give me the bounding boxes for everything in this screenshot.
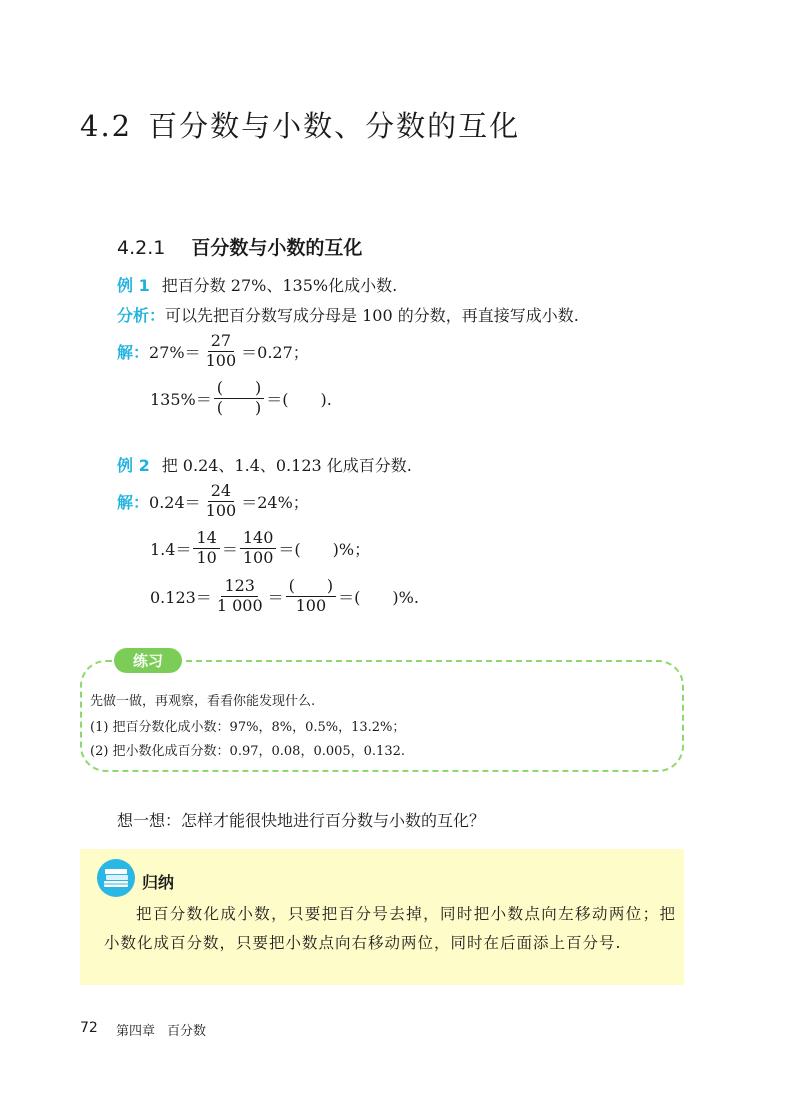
example2-line1-lhs: 0.24＝	[149, 492, 201, 512]
chapter-number: 第四章	[116, 1024, 156, 1039]
example1-line2-rhs: ＝( ).	[266, 389, 332, 409]
practice-item-1: (1) 把百分数化成小数：97%，8%，0.5%，13.2%；	[90, 720, 406, 735]
subsection-title: 百分数与小数的互化	[191, 237, 363, 259]
fraction-denominator-blank: ( )	[216, 397, 262, 417]
fraction-numerator: 27	[208, 333, 234, 352]
fraction-denominator: 100	[242, 547, 274, 567]
subsection-heading	[117, 233, 362, 260]
footer-chapter	[116, 1020, 206, 1039]
example2-problem: 把 0.24、1.4、0.123 化成百分数.	[161, 456, 412, 475]
example2-problem-line	[117, 453, 412, 476]
example2-line1-rhs: ＝24%；	[241, 492, 309, 512]
example2-solution-line1	[117, 483, 309, 520]
fraction-numerator-blank: ( )	[214, 380, 265, 399]
fraction-numerator: 123	[221, 578, 258, 597]
example1-line1-lhs: 27%＝	[149, 342, 201, 362]
example1-analysis-label: 分析：	[117, 306, 166, 325]
example2-solution-label: 解：	[117, 492, 150, 512]
example1-solution-label: 解：	[117, 342, 150, 362]
example2-line2-rhs: ＝( )%；	[278, 539, 371, 559]
fraction-numerator: 140	[240, 530, 277, 549]
example2-line2-lhs: 1.4＝	[150, 539, 192, 559]
fraction-denominator: 100	[295, 595, 327, 615]
fraction-numerator: 24	[208, 483, 234, 502]
example2-line3-rhs: ＝( )%.	[338, 587, 419, 607]
fraction	[203, 333, 240, 370]
summary-title: 归纳	[142, 873, 175, 892]
page-number: 72	[80, 1020, 98, 1036]
example1-solution-line1	[117, 333, 309, 370]
fraction-numerator: 14	[193, 530, 219, 549]
example2-solution-line3	[150, 578, 419, 615]
fraction-denominator: 100	[205, 350, 237, 370]
example1-problem: 把百分数 27%、135%化成小数.	[161, 276, 398, 295]
example2-label: 例 2	[117, 456, 150, 475]
example1-solution-line2	[150, 380, 332, 417]
practice-intro: 先做一做，再观察，看看你能发现什么.	[90, 694, 316, 709]
fraction-blank	[286, 578, 337, 615]
fraction-denominator: 100	[205, 500, 237, 520]
example1-line1-rhs: ＝0.27；	[241, 342, 309, 362]
equals-sign: ＝	[267, 587, 284, 607]
subsection-number: 4.2.1	[117, 237, 166, 259]
equals-sign: ＝	[221, 539, 238, 559]
book-stack-icon	[96, 858, 136, 898]
example2-line3-lhs: 0.123＝	[150, 587, 212, 607]
fraction-blank	[214, 380, 265, 417]
example1-analysis-line	[117, 303, 579, 326]
practice-tag: 练习	[114, 648, 182, 673]
section-title: 百分数与小数、分数的互化	[148, 109, 521, 143]
example1-analysis: 可以先把百分数写成分母是 100 的分数，再直接写成小数.	[165, 306, 579, 325]
section-number: 4.2	[80, 109, 133, 143]
section-heading	[80, 104, 520, 145]
example1-problem-line	[117, 273, 397, 296]
fraction-denominator: 1 000	[216, 595, 263, 615]
example2-solution-line2	[150, 530, 370, 567]
fraction	[203, 483, 240, 520]
fraction	[193, 530, 219, 567]
example1-line2-lhs: 135%＝	[150, 389, 212, 409]
fraction-numerator-blank: ( )	[286, 578, 337, 597]
fraction	[240, 530, 277, 567]
example1-label: 例 1	[117, 276, 150, 295]
fraction	[214, 578, 266, 615]
practice-item-2: (2) 把小数化成百分数：0.97，0.08，0.005，0.132.	[90, 744, 406, 759]
fraction-denominator: 10	[196, 547, 217, 567]
think-prompt: 想一想：怎样才能很快地进行百分数与小数的互化？	[117, 811, 486, 830]
summary-text: 把百分数化成小数，只要把百分号去掉，同时把小数点向左移动两位；把小数化成百分数，只要把小数点向右移动两位，同时在后面添上百分号.	[104, 905, 676, 952]
chapter-title: 百分数	[167, 1024, 207, 1039]
